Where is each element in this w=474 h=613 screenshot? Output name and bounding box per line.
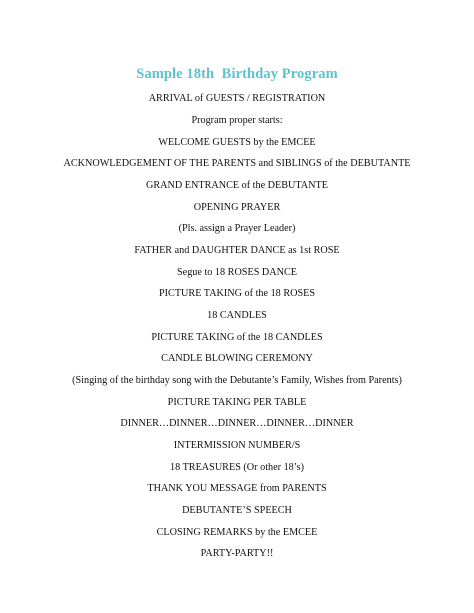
program-item-picture-per-table: PICTURE TAKING PER TABLE — [167, 397, 307, 408]
program-item-acknowledgement: ACKNOWLEDGEMENT OF THE PARENTS and SIBLINGS of the DEBUTANTE — [63, 158, 411, 169]
program-item-program-proper: Program proper starts: — [191, 115, 283, 126]
program-item-welcome-guests: WELCOME GUESTS by the EMCEE — [158, 137, 316, 148]
program-item-picture-roses: PICTURE TAKING of the 18 ROSES — [158, 288, 316, 299]
program-item-picture-candles: PICTURE TAKING of the 18 CANDLES — [151, 332, 323, 343]
program-item-opening-prayer: OPENING PRAYER — [193, 202, 281, 213]
program-item-18-treasures: 18 TREASURES (Or other 18’s) — [170, 462, 304, 473]
program-item-grand-entrance: GRAND ENTRANCE of the DEBUTANTE — [146, 180, 328, 191]
program-item-father-daughter-dance: FATHER and DAUGHTER DANCE as 1st ROSE — [134, 245, 340, 256]
program-item-roses-dance: Segue to 18 ROSES DANCE — [177, 267, 297, 278]
program-item-arrival: ARRIVAL of GUESTS / REGISTRATION — [148, 93, 326, 104]
program-item-18-candles: 18 CANDLES — [207, 310, 267, 321]
program-item-dinner: DINNER…DINNER…DINNER…DINNER…DINNER — [120, 418, 354, 429]
program-item-closing-remarks: CLOSING REMARKS by the EMCEE — [156, 527, 318, 538]
program-item-birthday-song-note: (Singing of the birthday song with the Debutante’s Family, Wishes from Parents) — [72, 375, 402, 386]
program-title: Sample 18th Birthday Program — [136, 66, 338, 82]
program-item-party: PARTY-PARTY!! — [200, 548, 274, 559]
program-item-debutante-speech: DEBUTANTE’S SPEECH — [182, 505, 292, 516]
program-item-candle-blowing: CANDLE BLOWING CEREMONY — [161, 353, 313, 364]
program-item-prayer-leader-note: (Pls. assign a Prayer Leader) — [178, 223, 296, 234]
program-item-thank-you-parents: THANK YOU MESSAGE from PARENTS — [147, 483, 327, 494]
program-item-intermission: INTERMISSION NUMBER/S — [173, 440, 301, 451]
